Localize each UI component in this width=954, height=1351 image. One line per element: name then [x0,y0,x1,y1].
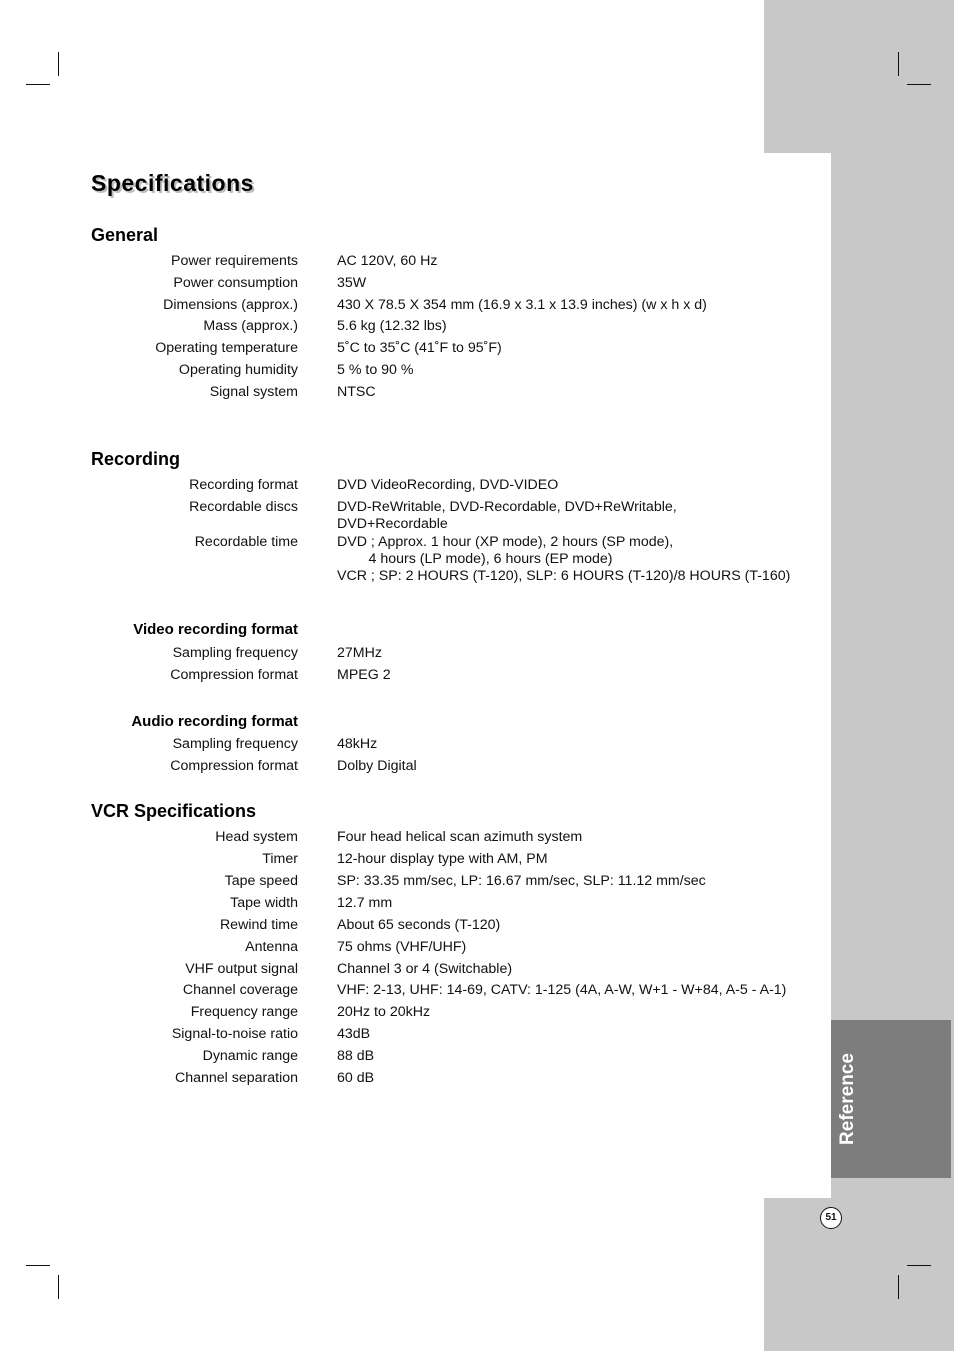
spec-label: Compression format [170,667,298,683]
spec-value: SP: 33.35 mm/sec, LP: 16.67 mm/sec, SLP: 11.12 mm/sec [337,873,706,889]
crop-mark [58,52,59,76]
spec-label: Antenna [245,939,298,955]
spec-value: 5˚C to 35˚C (41˚F to 95˚F) [337,340,502,356]
spec-value: MPEG 2 [337,667,391,683]
spec-value: DVD ; Approx. 1 hour (XP mode), 2 hours (SP mode), 4 hours (LP mode), 6 hours (EP mode) VCR ; SP: 2 HOURS (T-120), SLP: 6 HOURS (T-120)/8 HOURS (T-160) [337,534,791,584]
page-title: Specifications [91,170,254,196]
spec-value: 60 dB [337,1070,375,1086]
section-heading-recording: Recording [91,449,181,469]
spec-label: Recordable discs [189,499,298,515]
spec-label: Compression format [170,758,298,774]
spec-label: Signal-to-noise ratio [171,1026,298,1042]
subsection-heading-video: Video recording format [133,621,298,638]
spec-value: 35W [337,275,367,291]
spec-label: Tape width [230,895,298,911]
spec-label: Sampling frequency [172,736,298,752]
crop-mark [907,84,931,85]
spec-label: Rewind time [219,917,298,933]
spec-label: Tape speed [224,873,298,889]
spec-label: Sampling frequency [172,645,298,661]
spec-label: Frequency range [190,1004,298,1020]
spec-value: DVD VideoRecording, DVD-VIDEO [337,477,559,493]
spec-value: Channel 3 or 4 (Switchable) [337,961,513,977]
spec-value: 88 dB [337,1048,375,1064]
spec-value: 48kHz [337,736,378,752]
crop-mark [26,1265,50,1266]
section-tab-label: Reference [837,1053,858,1145]
crop-mark [898,52,899,76]
spec-label: Power consumption [173,275,298,291]
crop-mark [907,1265,931,1266]
spec-value: 12.7 mm [337,895,393,911]
spec-label: Timer [262,851,298,867]
spec-value: AC 120V, 60 Hz [337,253,438,269]
spec-value: DVD-ReWritable, DVD-Recordable, DVD+ReWritable, DVD+Recordable [337,499,677,532]
subsection-heading-audio: Audio recording format [131,713,298,730]
crop-mark [26,84,50,85]
spec-label: Signal system [209,384,298,400]
spec-value: 27MHz [337,645,382,661]
spec-value: VHF: 2-13, UHF: 14-69, CATV: 1-125 (4A, A-W, W+1 - W+84, A-5 - A-1) [337,982,787,998]
spec-value: 43dB [337,1026,371,1042]
spec-label: Channel separation [174,1070,298,1086]
spec-label: Recording format [189,477,298,493]
spec-label: Operating humidity [178,362,298,378]
spec-label: Head system [215,829,298,845]
spec-value: 5.6 kg (12.32 lbs) [337,318,447,334]
spec-value: 12-hour display type with AM, PM [337,851,548,867]
margin-panel-top [764,0,954,153]
spec-label: Dimensions (approx.) [163,297,298,313]
spec-value: About 65 seconds (T-120) [337,917,501,933]
spec-value: 430 X 78.5 X 354 mm (16.9 x 3.1 x 13.9 inches) (w x h x d) [337,297,707,313]
spec-label: Operating temperature [155,340,298,356]
spec-value: Dolby Digital [337,758,417,774]
spec-label: Channel coverage [182,982,298,998]
crop-mark [58,1275,59,1299]
margin-panel-bottom [764,1198,954,1351]
spec-value: 20Hz to 20kHz [337,1004,431,1020]
section-heading-general: General [91,225,159,245]
spec-value: NTSC [337,384,376,400]
spec-value: 5 % to 90 % [337,362,414,378]
page-number: 51 [820,1207,842,1229]
spec-label: VHF output signal [185,961,298,977]
spec-value: 75 ohms (VHF/UHF) [337,939,467,955]
spec-label: Recordable time [194,534,298,550]
crop-mark [898,1275,899,1299]
spec-label: Mass (approx.) [203,318,298,334]
spec-value: Four head helical scan azimuth system [337,829,583,845]
spec-label: Power requirements [171,253,298,269]
section-heading-vcr: VCR Specifications [91,801,257,821]
spec-label: Dynamic range [202,1048,298,1064]
